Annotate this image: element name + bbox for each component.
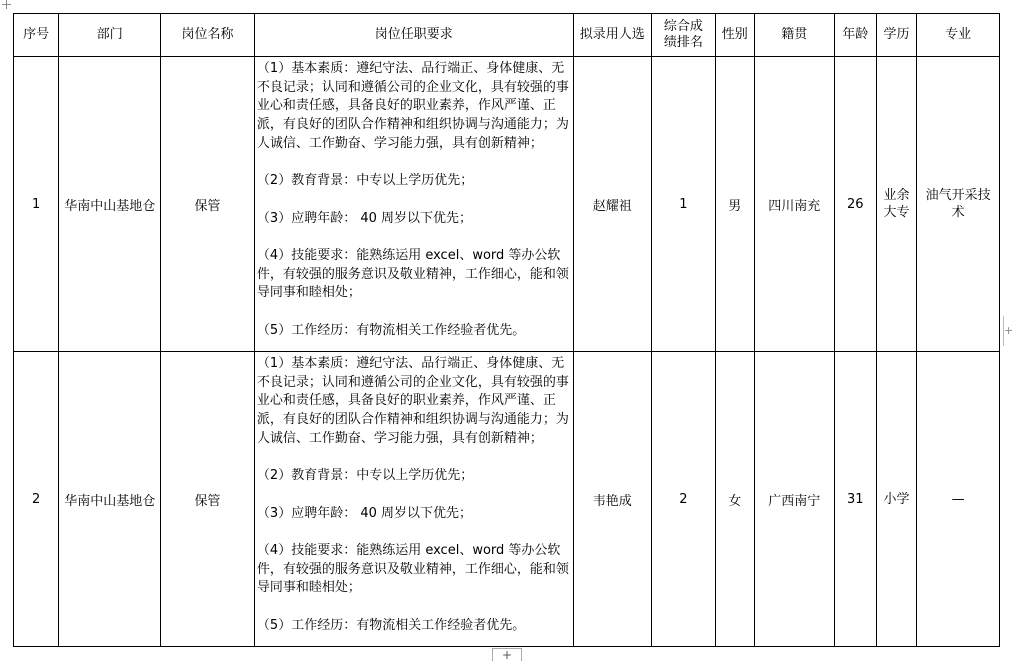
cell-dept: 华南中山基地仓 bbox=[59, 57, 161, 352]
header-requirements: 岗位任职要求 bbox=[254, 14, 573, 57]
requirement-skills: （4）技能要求：能熟练运用 excel、word 等办公软件，有较强的服务意识及敬业精神，工作细心，能和领导同事和睦相处； bbox=[256, 247, 569, 301]
header-major: 专业 bbox=[917, 14, 1000, 57]
requirement-experience: （5）工作经历：有物流相关工作经验者优先。 bbox=[256, 617, 526, 633]
header-position: 岗位名称 bbox=[161, 14, 255, 57]
cell-education-text: 小学 bbox=[883, 491, 910, 507]
table-row bbox=[14, 352, 1000, 647]
cell-requirements bbox=[254, 57, 573, 352]
requirement-education: （2）教育背景：中专以上学历优先； bbox=[256, 468, 474, 484]
header-age: 年龄 bbox=[834, 14, 876, 57]
cell-origin: 四川南充 bbox=[754, 57, 834, 352]
cell-seq: 2 bbox=[14, 352, 59, 647]
header-education: 学历 bbox=[876, 14, 916, 57]
cell-dept: 华南中山基地仓 bbox=[59, 352, 161, 647]
cell-gender: 男 bbox=[715, 57, 754, 352]
header-candidate: 拟录用人选 bbox=[573, 14, 652, 57]
cell-candidate: 赵耀祖 bbox=[573, 57, 652, 352]
requirement-basic-quality: （1）基本素质：遵纪守法、品行端正、身体健康、无不良记录；认同和遵循公司的企业文化，具有较强的事业心和责任感，具备良好的职业素养，作风严谨、正派，有良好的团队合作精神和组织协调与沟通能力；为人诚信、工作勤奋、学习能力强，具有创新精神； bbox=[256, 356, 569, 446]
cell-major bbox=[917, 352, 1000, 647]
table-header-row bbox=[14, 14, 1000, 57]
header-dept: 部门 bbox=[59, 14, 161, 57]
cell-requirements bbox=[254, 352, 573, 647]
requirement-skills: （4）技能要求：能熟练运用 excel、word 等办公软件，有较强的服务意识及敬业精神，工作细心，能和领导同事和睦相处； bbox=[256, 542, 569, 596]
recruitment-table bbox=[13, 13, 1000, 647]
requirement-age: （3）应聘年龄： 40 周岁以下优先； bbox=[256, 210, 472, 226]
header-seq: 序号 bbox=[14, 14, 59, 57]
cell-origin: 广西南宁 bbox=[754, 352, 834, 647]
add-column-handle[interactable]: + bbox=[1003, 316, 1013, 346]
cell-education bbox=[876, 352, 916, 647]
cell-age: 26 bbox=[834, 57, 876, 352]
cell-rank: 1 bbox=[652, 57, 716, 352]
requirement-experience: （5）工作经历：有物流相关工作经验者优先。 bbox=[256, 322, 526, 338]
header-gender: 性别 bbox=[715, 14, 754, 57]
cell-major bbox=[917, 57, 1000, 352]
header-rank bbox=[652, 14, 716, 57]
cell-gender: 女 bbox=[715, 352, 754, 647]
table-row bbox=[14, 57, 1000, 352]
cell-major-text: 油气开采技术 bbox=[925, 188, 991, 220]
cell-education-text: 业余大专 bbox=[883, 188, 910, 220]
cell-position: 保管 bbox=[161, 57, 255, 352]
cell-candidate: 韦艳成 bbox=[573, 352, 652, 647]
cell-education bbox=[876, 57, 916, 352]
requirement-basic-quality: （1）基本素质：遵纪守法、品行端正、身体健康、无不良记录；认同和遵循公司的企业文化，具有较强的事业心和责任感，具备良好的职业素养，作风严谨、正派，有良好的团队合作精神和组织协调与沟通能力；为人诚信、工作勤奋、学习能力强，具有创新精神； bbox=[256, 61, 569, 151]
cell-major-text: — bbox=[951, 491, 965, 507]
cell-age: 31 bbox=[834, 352, 876, 647]
header-origin: 籍贯 bbox=[754, 14, 834, 57]
header-rank-text: 综合成绩排名 bbox=[663, 19, 703, 50]
table-move-handle-icon[interactable] bbox=[2, 0, 11, 9]
requirement-education: （2）教育背景：中专以上学历优先； bbox=[256, 173, 474, 189]
add-row-handle[interactable]: + bbox=[492, 648, 522, 661]
requirement-age: （3）应聘年龄： 40 周岁以下优先； bbox=[256, 505, 472, 521]
cell-seq: 1 bbox=[14, 57, 59, 352]
cell-rank: 2 bbox=[652, 352, 716, 647]
recruitment-table-container bbox=[13, 13, 1000, 645]
cell-position: 保管 bbox=[161, 352, 255, 647]
